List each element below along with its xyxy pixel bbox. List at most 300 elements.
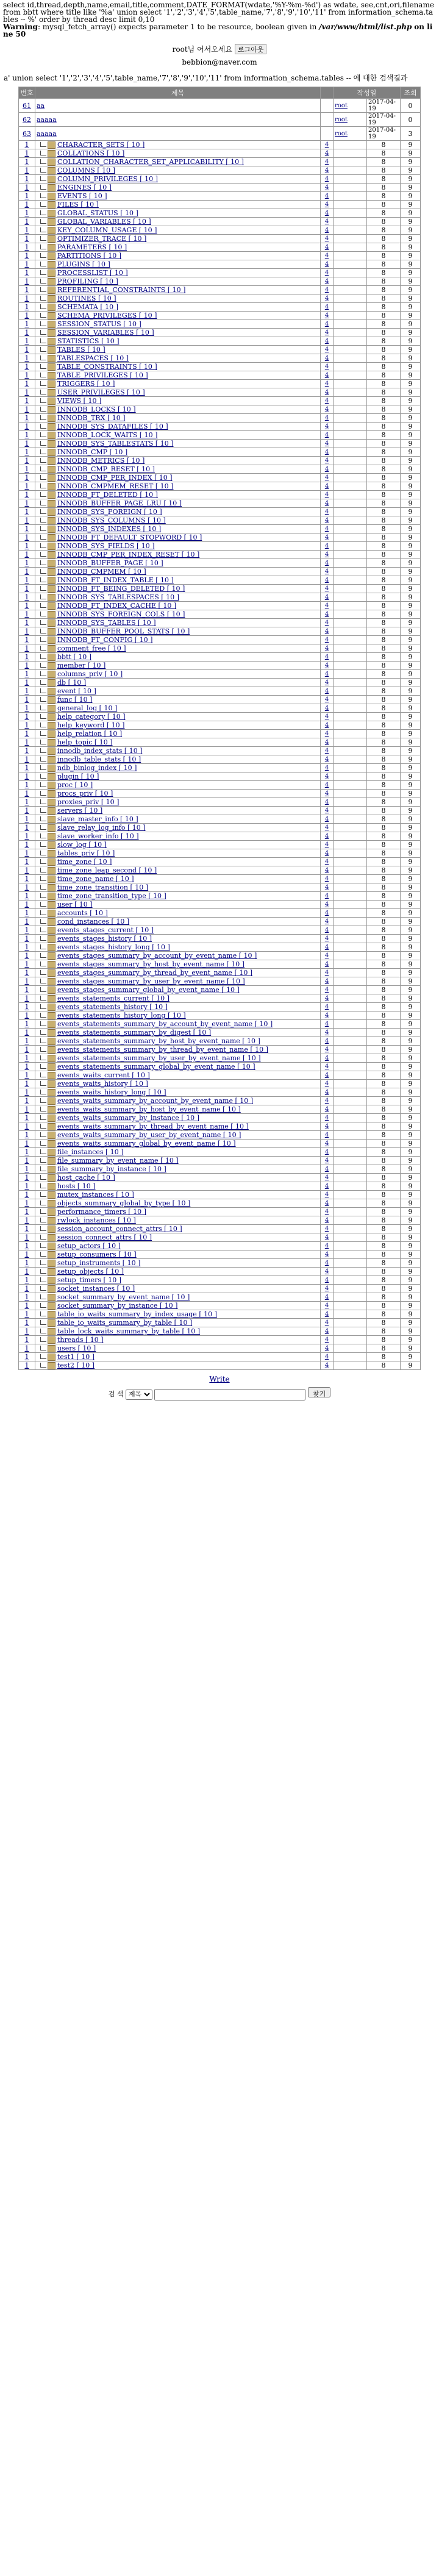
row-number[interactable]: 1 bbox=[19, 679, 35, 687]
row-number[interactable]: 1 bbox=[19, 1353, 35, 1361]
row-writer[interactable]: 4 bbox=[321, 277, 334, 286]
row-number[interactable]: 1 bbox=[19, 977, 35, 986]
row-number[interactable]: 1 bbox=[19, 397, 35, 405]
row-title-link[interactable]: slow_log [ 10 ] bbox=[57, 841, 107, 849]
row-writer[interactable]: 4 bbox=[321, 1046, 334, 1054]
row-title-link[interactable]: events_statements_summary_by_thread_by_event_name [ 10 ] bbox=[57, 1046, 268, 1054]
row-writer[interactable]: 4 bbox=[321, 824, 334, 832]
row-writer[interactable]: 4 bbox=[321, 337, 334, 346]
row-number[interactable]: 1 bbox=[19, 721, 35, 730]
row-title-link[interactable]: COLUMN_PRIVILEGES [ 10 ] bbox=[57, 175, 158, 183]
row-number[interactable]: 1 bbox=[19, 1157, 35, 1165]
row-writer[interactable]: 4 bbox=[321, 269, 334, 277]
row-title-link[interactable]: INNODB_SYS_DATAFILES [ 10 ] bbox=[57, 423, 168, 430]
row-number[interactable]: 1 bbox=[19, 1285, 35, 1293]
row-title-link[interactable]: table_io_waits_summary_by_table [ 10 ] bbox=[57, 1319, 193, 1327]
row-writer[interactable]: 4 bbox=[321, 772, 334, 781]
row-title-link[interactable]: PROCESSLIST [ 10 ] bbox=[57, 269, 128, 277]
row-number[interactable]: 1 bbox=[19, 1319, 35, 1327]
row-number[interactable]: 1 bbox=[19, 713, 35, 721]
row-writer[interactable]: 4 bbox=[321, 755, 334, 764]
row-title-link[interactable]: PROFILING [ 10 ] bbox=[57, 277, 118, 285]
row-number[interactable]: 1 bbox=[19, 243, 35, 252]
logout-button[interactable]: 로그아웃 bbox=[235, 44, 267, 54]
row-writer[interactable]: 4 bbox=[321, 602, 334, 610]
row-title-link[interactable]: setup_instruments [ 10 ] bbox=[57, 1259, 141, 1267]
row-writer[interactable]: 4 bbox=[321, 286, 334, 294]
row-title-link[interactable]: servers [ 10 ] bbox=[57, 807, 103, 815]
write-link[interactable]: Write bbox=[209, 1375, 230, 1383]
row-writer[interactable]: 4 bbox=[321, 1293, 334, 1302]
row-writer[interactable]: 4 bbox=[321, 807, 334, 815]
row-number[interactable]: 1 bbox=[19, 218, 35, 226]
row-title-link[interactable]: session_connect_attrs [ 10 ] bbox=[57, 1233, 152, 1241]
row-writer[interactable]: 4 bbox=[321, 192, 334, 201]
row-writer[interactable]: 4 bbox=[321, 977, 334, 986]
row-title-link[interactable]: slave_relay_log_info [ 10 ] bbox=[57, 824, 146, 832]
row-writer[interactable]: 4 bbox=[321, 474, 334, 482]
row-title-link[interactable]: INNODB_SYS_TABLESPACES [ 10 ] bbox=[57, 593, 179, 601]
row-writer[interactable]: 4 bbox=[321, 679, 334, 687]
row-writer[interactable]: 4 bbox=[321, 585, 334, 593]
row-number[interactable]: 1 bbox=[19, 1148, 35, 1157]
row-number[interactable]: 1 bbox=[19, 277, 35, 286]
row-writer[interactable]: 4 bbox=[321, 243, 334, 252]
row-writer[interactable]: 4 bbox=[321, 918, 334, 926]
row-number[interactable]: 1 bbox=[19, 1165, 35, 1174]
row-title-link[interactable]: INNODB_CMPMEM_RESET [ 10 ] bbox=[57, 482, 174, 490]
row-number[interactable]: 1 bbox=[19, 1310, 35, 1319]
row-writer[interactable]: 4 bbox=[321, 405, 334, 414]
row-number[interactable]: 1 bbox=[19, 1259, 35, 1268]
row-title-link[interactable]: help_keyword [ 10 ] bbox=[57, 721, 125, 729]
row-title-link[interactable]: columns_priv [ 10 ] bbox=[57, 670, 123, 678]
row-title-link[interactable]: threads [ 10 ] bbox=[57, 1336, 104, 1344]
row-number[interactable]: 1 bbox=[19, 653, 35, 662]
row-title-link[interactable]: events_stages_current [ 10 ] bbox=[57, 926, 154, 934]
row-number[interactable]: 1 bbox=[19, 696, 35, 704]
search-field-select[interactable] bbox=[126, 1390, 152, 1400]
row-title-link[interactable]: TABLESPACES [ 10 ] bbox=[57, 354, 129, 362]
row-title-link[interactable]: time_zone_leap_second [ 10 ] bbox=[57, 866, 157, 874]
row-writer[interactable]: 4 bbox=[321, 1276, 334, 1285]
row-number[interactable]: 1 bbox=[19, 235, 35, 243]
row-title-link[interactable]: TRIGGERS [ 10 ] bbox=[57, 380, 115, 388]
row-number[interactable]: 1 bbox=[19, 551, 35, 559]
row-number[interactable]: 1 bbox=[19, 636, 35, 644]
row-title-link[interactable]: comment_free [ 10 ] bbox=[57, 644, 126, 652]
row-writer[interactable]: 4 bbox=[321, 1157, 334, 1165]
row-number[interactable]: 1 bbox=[19, 1003, 35, 1011]
row-number[interactable]: 1 bbox=[19, 772, 35, 781]
row-writer[interactable]: 4 bbox=[321, 1165, 334, 1174]
row-number[interactable]: 1 bbox=[19, 909, 35, 918]
row-title-link[interactable]: COLLATIONS [ 10 ] bbox=[57, 149, 125, 157]
row-title-link[interactable]: socket_summary_by_instance [ 10 ] bbox=[57, 1302, 178, 1310]
row-writer[interactable]: 4 bbox=[321, 576, 334, 585]
row-number[interactable]: 1 bbox=[19, 1063, 35, 1071]
row-writer[interactable]: 4 bbox=[321, 448, 334, 457]
row-title-link[interactable]: USER_PRIVILEGES [ 10 ] bbox=[57, 388, 145, 396]
row-writer[interactable]: 4 bbox=[321, 1140, 334, 1148]
row-number[interactable]: 1 bbox=[19, 1011, 35, 1020]
row-writer[interactable]: 4 bbox=[321, 482, 334, 491]
row-title-link[interactable]: events_stages_summary_by_user_by_event_name [ 10 ] bbox=[57, 977, 245, 985]
row-number[interactable]: 61 bbox=[19, 99, 35, 113]
row-title-link[interactable]: setup_consumers [ 10 ] bbox=[57, 1251, 137, 1258]
row-title-link[interactable]: cond_instances [ 10 ] bbox=[57, 918, 130, 926]
row-title-link[interactable]: VIEWS [ 10 ] bbox=[57, 397, 102, 405]
row-number[interactable]: 1 bbox=[19, 525, 35, 533]
row-writer[interactable]: 4 bbox=[321, 371, 334, 380]
row-title-link[interactable]: test1 [ 10 ] bbox=[57, 1353, 95, 1361]
row-number[interactable]: 1 bbox=[19, 901, 35, 909]
row-writer[interactable]: 4 bbox=[321, 696, 334, 704]
row-writer[interactable]: 4 bbox=[321, 1225, 334, 1233]
row-writer[interactable]: 4 bbox=[321, 875, 334, 883]
row-writer[interactable]: 4 bbox=[321, 721, 334, 730]
row-writer[interactable]: 4 bbox=[321, 747, 334, 755]
row-number[interactable]: 1 bbox=[19, 1020, 35, 1029]
row-writer[interactable]: 4 bbox=[321, 952, 334, 960]
row-number[interactable]: 1 bbox=[19, 849, 35, 858]
row-title-link[interactable]: rwlock_instances [ 10 ] bbox=[57, 1216, 136, 1224]
row-title-link[interactable]: INNODB_BUFFER_PAGE [ 10 ] bbox=[57, 559, 163, 567]
row-writer[interactable]: 4 bbox=[321, 909, 334, 918]
row-number[interactable]: 1 bbox=[19, 508, 35, 516]
row-writer[interactable]: 4 bbox=[321, 1003, 334, 1011]
row-writer[interactable]: 4 bbox=[321, 252, 334, 260]
row-writer[interactable]: 4 bbox=[321, 781, 334, 790]
row-number[interactable]: 1 bbox=[19, 209, 35, 218]
row-writer[interactable]: 4 bbox=[321, 158, 334, 166]
row-title-link[interactable]: INNODB_LOCKS [ 10 ] bbox=[57, 405, 136, 413]
row-title-link[interactable]: INNODB_FT_DELETED [ 10 ] bbox=[57, 491, 158, 499]
row-writer[interactable]: 4 bbox=[321, 1191, 334, 1199]
row-writer[interactable]: 4 bbox=[321, 1063, 334, 1071]
row-writer[interactable]: 4 bbox=[321, 1088, 334, 1097]
row-number[interactable]: 1 bbox=[19, 414, 35, 423]
row-writer[interactable]: 4 bbox=[321, 738, 334, 747]
row-title-link[interactable]: events_statements_summary_by_account_by_event_name [ 10 ] bbox=[57, 1020, 273, 1028]
row-number[interactable]: 1 bbox=[19, 312, 35, 320]
row-number[interactable]: 1 bbox=[19, 542, 35, 551]
row-number[interactable]: 1 bbox=[19, 457, 35, 465]
row-title-link[interactable]: test2 [ 10 ] bbox=[57, 1361, 95, 1369]
row-number[interactable]: 1 bbox=[19, 1336, 35, 1344]
row-writer[interactable]: 4 bbox=[321, 431, 334, 440]
row-title-link[interactable]: FILES [ 10 ] bbox=[57, 201, 99, 209]
row-title-link[interactable]: file_summary_by_instance [ 10 ] bbox=[57, 1165, 166, 1173]
row-title-link[interactable]: tables_priv [ 10 ] bbox=[57, 849, 115, 857]
row-writer[interactable]: 4 bbox=[321, 1071, 334, 1080]
row-number[interactable]: 1 bbox=[19, 602, 35, 610]
row-number[interactable]: 1 bbox=[19, 892, 35, 901]
row-writer[interactable]: 4 bbox=[321, 986, 334, 994]
row-title-link[interactable]: socket_summary_by_event_name [ 10 ] bbox=[57, 1293, 190, 1301]
row-title-link[interactable]: time_zone_transition [ 10 ] bbox=[57, 883, 149, 891]
row-number[interactable]: 1 bbox=[19, 1268, 35, 1276]
row-number[interactable]: 1 bbox=[19, 1216, 35, 1225]
row-number[interactable]: 1 bbox=[19, 149, 35, 158]
row-writer[interactable]: 4 bbox=[321, 704, 334, 713]
row-writer[interactable]: 4 bbox=[321, 312, 334, 320]
row-writer[interactable]: 4 bbox=[321, 559, 334, 568]
row-writer[interactable]: 4 bbox=[321, 943, 334, 952]
row-title-link[interactable]: INNODB_LOCK_WAITS [ 10 ] bbox=[57, 431, 158, 439]
row-title-link[interactable]: setup_actors [ 10 ] bbox=[57, 1242, 121, 1250]
row-writer[interactable]: 4 bbox=[321, 832, 334, 841]
row-number[interactable]: 1 bbox=[19, 1302, 35, 1310]
row-title-link[interactable]: INNODB_SYS_FIELDS [ 10 ] bbox=[57, 542, 155, 550]
row-number[interactable]: 1 bbox=[19, 516, 35, 525]
row-number[interactable]: 62 bbox=[19, 113, 35, 127]
row-number[interactable]: 63 bbox=[19, 127, 35, 141]
row-number[interactable]: 1 bbox=[19, 1046, 35, 1054]
row-title-link[interactable]: event [ 10 ] bbox=[57, 687, 96, 695]
row-writer[interactable]: 4 bbox=[321, 354, 334, 363]
row-title-link[interactable]: GLOBAL_VARIABLES [ 10 ] bbox=[57, 218, 151, 226]
row-title-link[interactable]: GLOBAL_STATUS [ 10 ] bbox=[57, 209, 138, 217]
row-number[interactable]: 1 bbox=[19, 303, 35, 312]
row-writer[interactable]: 4 bbox=[321, 858, 334, 866]
row-writer[interactable]: 4 bbox=[321, 815, 334, 824]
row-writer[interactable]: 4 bbox=[321, 1319, 334, 1327]
row-number[interactable]: 1 bbox=[19, 568, 35, 576]
row-writer[interactable]: 4 bbox=[321, 568, 334, 576]
row-title-link[interactable]: SESSION_VARIABLES [ 10 ] bbox=[57, 329, 154, 337]
row-number[interactable]: 1 bbox=[19, 1276, 35, 1285]
row-title-link[interactable]: INNODB_FT_INDEX_CACHE [ 10 ] bbox=[57, 602, 177, 610]
row-title-link[interactable]: time_zone_transition_type [ 10 ] bbox=[57, 892, 166, 900]
row-writer[interactable]: 4 bbox=[321, 670, 334, 679]
row-writer[interactable]: 4 bbox=[321, 1011, 334, 1020]
row-title-link[interactable]: EVENTS [ 10 ] bbox=[57, 192, 107, 200]
row-writer[interactable]: 4 bbox=[321, 1174, 334, 1182]
row-number[interactable]: 1 bbox=[19, 644, 35, 653]
search-button[interactable]: 찾기 bbox=[308, 1387, 330, 1397]
row-writer[interactable]: 4 bbox=[321, 1327, 334, 1336]
row-title-link[interactable]: INNODB_FT_DEFAULT_STOPWORD [ 10 ] bbox=[57, 533, 202, 541]
row-title-link[interactable]: INNODB_CMPMEM [ 10 ] bbox=[57, 568, 146, 576]
row-number[interactable]: 1 bbox=[19, 764, 35, 772]
row-title-link[interactable]: events_stages_summary_by_account_by_event_name [ 10 ] bbox=[57, 952, 257, 960]
row-title-link[interactable]: plugin [ 10 ] bbox=[57, 772, 99, 780]
row-number[interactable]: 1 bbox=[19, 585, 35, 593]
row-title-link[interactable]: help_topic [ 10 ] bbox=[57, 738, 113, 746]
row-title-link[interactable]: events_statements_history_long [ 10 ] bbox=[57, 1011, 186, 1019]
row-number[interactable]: 1 bbox=[19, 423, 35, 431]
row-title-link[interactable]: aaaaa bbox=[37, 115, 57, 124]
row-writer[interactable]: 4 bbox=[321, 516, 334, 525]
row-writer[interactable]: 4 bbox=[321, 184, 334, 192]
row-number[interactable]: 1 bbox=[19, 815, 35, 824]
row-title-link[interactable]: events_waits_summary_global_by_event_name [ 10 ] bbox=[57, 1140, 236, 1147]
row-writer[interactable]: 4 bbox=[321, 209, 334, 218]
row-writer[interactable]: 4 bbox=[321, 627, 334, 636]
row-number[interactable]: 1 bbox=[19, 926, 35, 935]
row-number[interactable]: 1 bbox=[19, 1199, 35, 1208]
row-writer[interactable]: 4 bbox=[321, 346, 334, 354]
row-title-link[interactable]: TABLE_CONSTRAINTS [ 10 ] bbox=[57, 363, 157, 371]
row-title-link[interactable]: file_instances [ 10 ] bbox=[57, 1148, 124, 1156]
row-writer[interactable]: 4 bbox=[321, 260, 334, 269]
row-number[interactable]: 1 bbox=[19, 286, 35, 294]
row-writer[interactable]: 4 bbox=[321, 491, 334, 499]
row-title-link[interactable]: time_zone [ 10 ] bbox=[57, 858, 112, 866]
row-title-link[interactable]: INNODB_SYS_TABLES [ 10 ] bbox=[57, 619, 156, 627]
row-number[interactable]: 1 bbox=[19, 875, 35, 883]
row-title-link[interactable]: time_zone_name [ 10 ] bbox=[57, 875, 134, 883]
row-number[interactable]: 1 bbox=[19, 790, 35, 798]
row-title-link[interactable]: INNODB_FT_BEING_DELETED [ 10 ] bbox=[57, 585, 185, 593]
row-number[interactable]: 1 bbox=[19, 883, 35, 892]
row-writer[interactable]: 4 bbox=[321, 636, 334, 644]
row-number[interactable]: 1 bbox=[19, 465, 35, 474]
row-writer[interactable]: 4 bbox=[321, 960, 334, 969]
row-number[interactable]: 1 bbox=[19, 1225, 35, 1233]
row-writer[interactable]: 4 bbox=[321, 798, 334, 807]
row-number[interactable]: 1 bbox=[19, 363, 35, 371]
row-title-link[interactable]: table_lock_waits_summary_by_table [ 10 ] bbox=[57, 1327, 201, 1335]
row-title-link[interactable]: INNODB_SYS_FOREIGN_COLS [ 10 ] bbox=[57, 610, 185, 618]
row-number[interactable]: 1 bbox=[19, 1131, 35, 1140]
row-title-link[interactable]: users [ 10 ] bbox=[57, 1344, 96, 1352]
row-writer[interactable]: 4 bbox=[321, 662, 334, 670]
row-number[interactable]: 1 bbox=[19, 1105, 35, 1114]
row-number[interactable]: 1 bbox=[19, 1233, 35, 1242]
row-writer[interactable]: 4 bbox=[321, 320, 334, 329]
row-writer[interactable]: 4 bbox=[321, 1233, 334, 1242]
row-title-link[interactable]: help_category [ 10 ] bbox=[57, 713, 126, 721]
row-number[interactable]: 1 bbox=[19, 858, 35, 866]
row-number[interactable]: 1 bbox=[19, 1071, 35, 1080]
row-title-link[interactable]: events_statements_summary_global_by_event_name [ 10 ] bbox=[57, 1063, 255, 1071]
row-title-link[interactable]: setup_objects [ 10 ] bbox=[57, 1268, 124, 1276]
row-number[interactable]: 1 bbox=[19, 593, 35, 602]
row-number[interactable]: 1 bbox=[19, 482, 35, 491]
row-title-link[interactable]: table_io_waits_summary_by_index_usage [ 10 ] bbox=[57, 1310, 217, 1318]
row-title-link[interactable]: objects_summary_global_by_type [ 10 ] bbox=[57, 1199, 191, 1207]
row-title-link[interactable]: events_waits_summary_by_user_by_event_name [ 10 ] bbox=[57, 1131, 241, 1139]
row-title-link[interactable]: SCHEMATA [ 10 ] bbox=[57, 303, 118, 311]
row-title-link[interactable]: slave_worker_info [ 10 ] bbox=[57, 832, 139, 840]
row-number[interactable]: 1 bbox=[19, 866, 35, 875]
row-writer[interactable]: 4 bbox=[321, 175, 334, 184]
row-number[interactable]: 1 bbox=[19, 1140, 35, 1148]
row-number[interactable]: 1 bbox=[19, 533, 35, 542]
row-writer[interactable]: 4 bbox=[321, 901, 334, 909]
row-number[interactable]: 1 bbox=[19, 405, 35, 414]
row-title-link[interactable]: events_stages_summary_by_host_by_event_name [ 10 ] bbox=[57, 960, 245, 968]
row-number[interactable]: 1 bbox=[19, 337, 35, 346]
row-writer[interactable]: root bbox=[334, 99, 367, 113]
row-number[interactable]: 1 bbox=[19, 1174, 35, 1182]
row-writer[interactable]: 4 bbox=[321, 1182, 334, 1191]
row-writer[interactable]: 4 bbox=[321, 388, 334, 397]
row-title-link[interactable]: ENGINES [ 10 ] bbox=[57, 184, 112, 191]
row-writer[interactable]: 4 bbox=[321, 141, 334, 149]
row-title-link[interactable]: events_stages_summary_by_thread_by_event_name [ 10 ] bbox=[57, 969, 253, 977]
row-title-link[interactable]: events_waits_summary_by_host_by_event_name [ 10 ] bbox=[57, 1105, 241, 1113]
row-writer[interactable]: 4 bbox=[321, 1037, 334, 1046]
row-writer[interactable]: 4 bbox=[321, 841, 334, 849]
row-number[interactable]: 1 bbox=[19, 388, 35, 397]
row-title-link[interactable]: procs_priv [ 10 ] bbox=[57, 790, 113, 797]
row-writer[interactable]: 4 bbox=[321, 457, 334, 465]
row-writer[interactable]: 4 bbox=[321, 1029, 334, 1037]
row-number[interactable]: 1 bbox=[19, 1182, 35, 1191]
row-writer[interactable]: root bbox=[334, 127, 367, 141]
row-title-link[interactable]: SESSION_STATUS [ 10 ] bbox=[57, 320, 141, 328]
row-title-link[interactable]: OPTIMIZER_TRACE [ 10 ] bbox=[57, 235, 147, 243]
row-writer[interactable]: 4 bbox=[321, 619, 334, 627]
row-writer[interactable]: 4 bbox=[321, 226, 334, 235]
row-writer[interactable]: 4 bbox=[321, 414, 334, 423]
row-title-link[interactable]: aa bbox=[37, 101, 45, 110]
row-writer[interactable]: 4 bbox=[321, 653, 334, 662]
row-writer[interactable]: 4 bbox=[321, 730, 334, 738]
row-number[interactable]: 1 bbox=[19, 371, 35, 380]
row-title-link[interactable]: accounts [ 10 ] bbox=[57, 909, 108, 917]
row-title-link[interactable]: general_log [ 10 ] bbox=[57, 704, 118, 712]
row-writer[interactable]: 4 bbox=[321, 380, 334, 388]
row-writer[interactable]: 4 bbox=[321, 1131, 334, 1140]
row-writer[interactable]: 4 bbox=[321, 525, 334, 533]
row-writer[interactable]: 4 bbox=[321, 235, 334, 243]
row-writer[interactable]: 4 bbox=[321, 866, 334, 875]
row-number[interactable]: 1 bbox=[19, 1088, 35, 1097]
row-number[interactable]: 1 bbox=[19, 431, 35, 440]
row-title-link[interactable]: events_waits_summary_by_instance [ 10 ] bbox=[57, 1114, 199, 1122]
row-number[interactable]: 1 bbox=[19, 192, 35, 201]
row-title-link[interactable]: events_waits_history_long [ 10 ] bbox=[57, 1088, 166, 1096]
row-number[interactable]: 1 bbox=[19, 610, 35, 619]
row-number[interactable]: 1 bbox=[19, 935, 35, 943]
row-writer[interactable]: 4 bbox=[321, 533, 334, 542]
row-title-link[interactable]: ROUTINES [ 10 ] bbox=[57, 294, 116, 302]
row-writer[interactable]: 4 bbox=[321, 1336, 334, 1344]
row-writer[interactable]: 4 bbox=[321, 1259, 334, 1268]
row-title-link[interactable]: aaaaa bbox=[37, 129, 57, 138]
row-number[interactable]: 1 bbox=[19, 747, 35, 755]
row-number[interactable]: 1 bbox=[19, 960, 35, 969]
row-writer[interactable]: 4 bbox=[321, 892, 334, 901]
row-number[interactable]: 1 bbox=[19, 1344, 35, 1353]
row-number[interactable]: 1 bbox=[19, 832, 35, 841]
row-writer[interactable]: 4 bbox=[321, 1361, 334, 1370]
row-title-link[interactable]: INNODB_SYS_TABLESTATS [ 10 ] bbox=[57, 440, 174, 448]
row-number[interactable]: 1 bbox=[19, 1114, 35, 1122]
row-number[interactable]: 1 bbox=[19, 175, 35, 184]
row-writer[interactable]: 4 bbox=[321, 593, 334, 602]
row-title-link[interactable]: events_statements_summary_by_host_by_event_name [ 10 ] bbox=[57, 1037, 260, 1045]
row-number[interactable]: 1 bbox=[19, 1029, 35, 1037]
row-writer[interactable]: 4 bbox=[321, 1208, 334, 1216]
row-number[interactable]: 1 bbox=[19, 201, 35, 209]
row-number[interactable]: 1 bbox=[19, 918, 35, 926]
row-title-link[interactable]: hosts [ 10 ] bbox=[57, 1182, 96, 1190]
row-title-link[interactable]: events_stages_summary_global_by_event_name [ 10 ] bbox=[57, 986, 240, 994]
row-title-link[interactable]: func [ 10 ] bbox=[57, 696, 93, 704]
row-number[interactable]: 1 bbox=[19, 184, 35, 192]
row-title-link[interactable]: setup_timers [ 10 ] bbox=[57, 1276, 122, 1284]
row-number[interactable]: 1 bbox=[19, 841, 35, 849]
row-number[interactable]: 1 bbox=[19, 755, 35, 764]
row-title-link[interactable]: PARAMETERS [ 10 ] bbox=[57, 243, 127, 251]
row-title-link[interactable]: INNODB_FT_CONFIG [ 10 ] bbox=[57, 636, 153, 644]
row-writer[interactable]: 4 bbox=[321, 1242, 334, 1251]
